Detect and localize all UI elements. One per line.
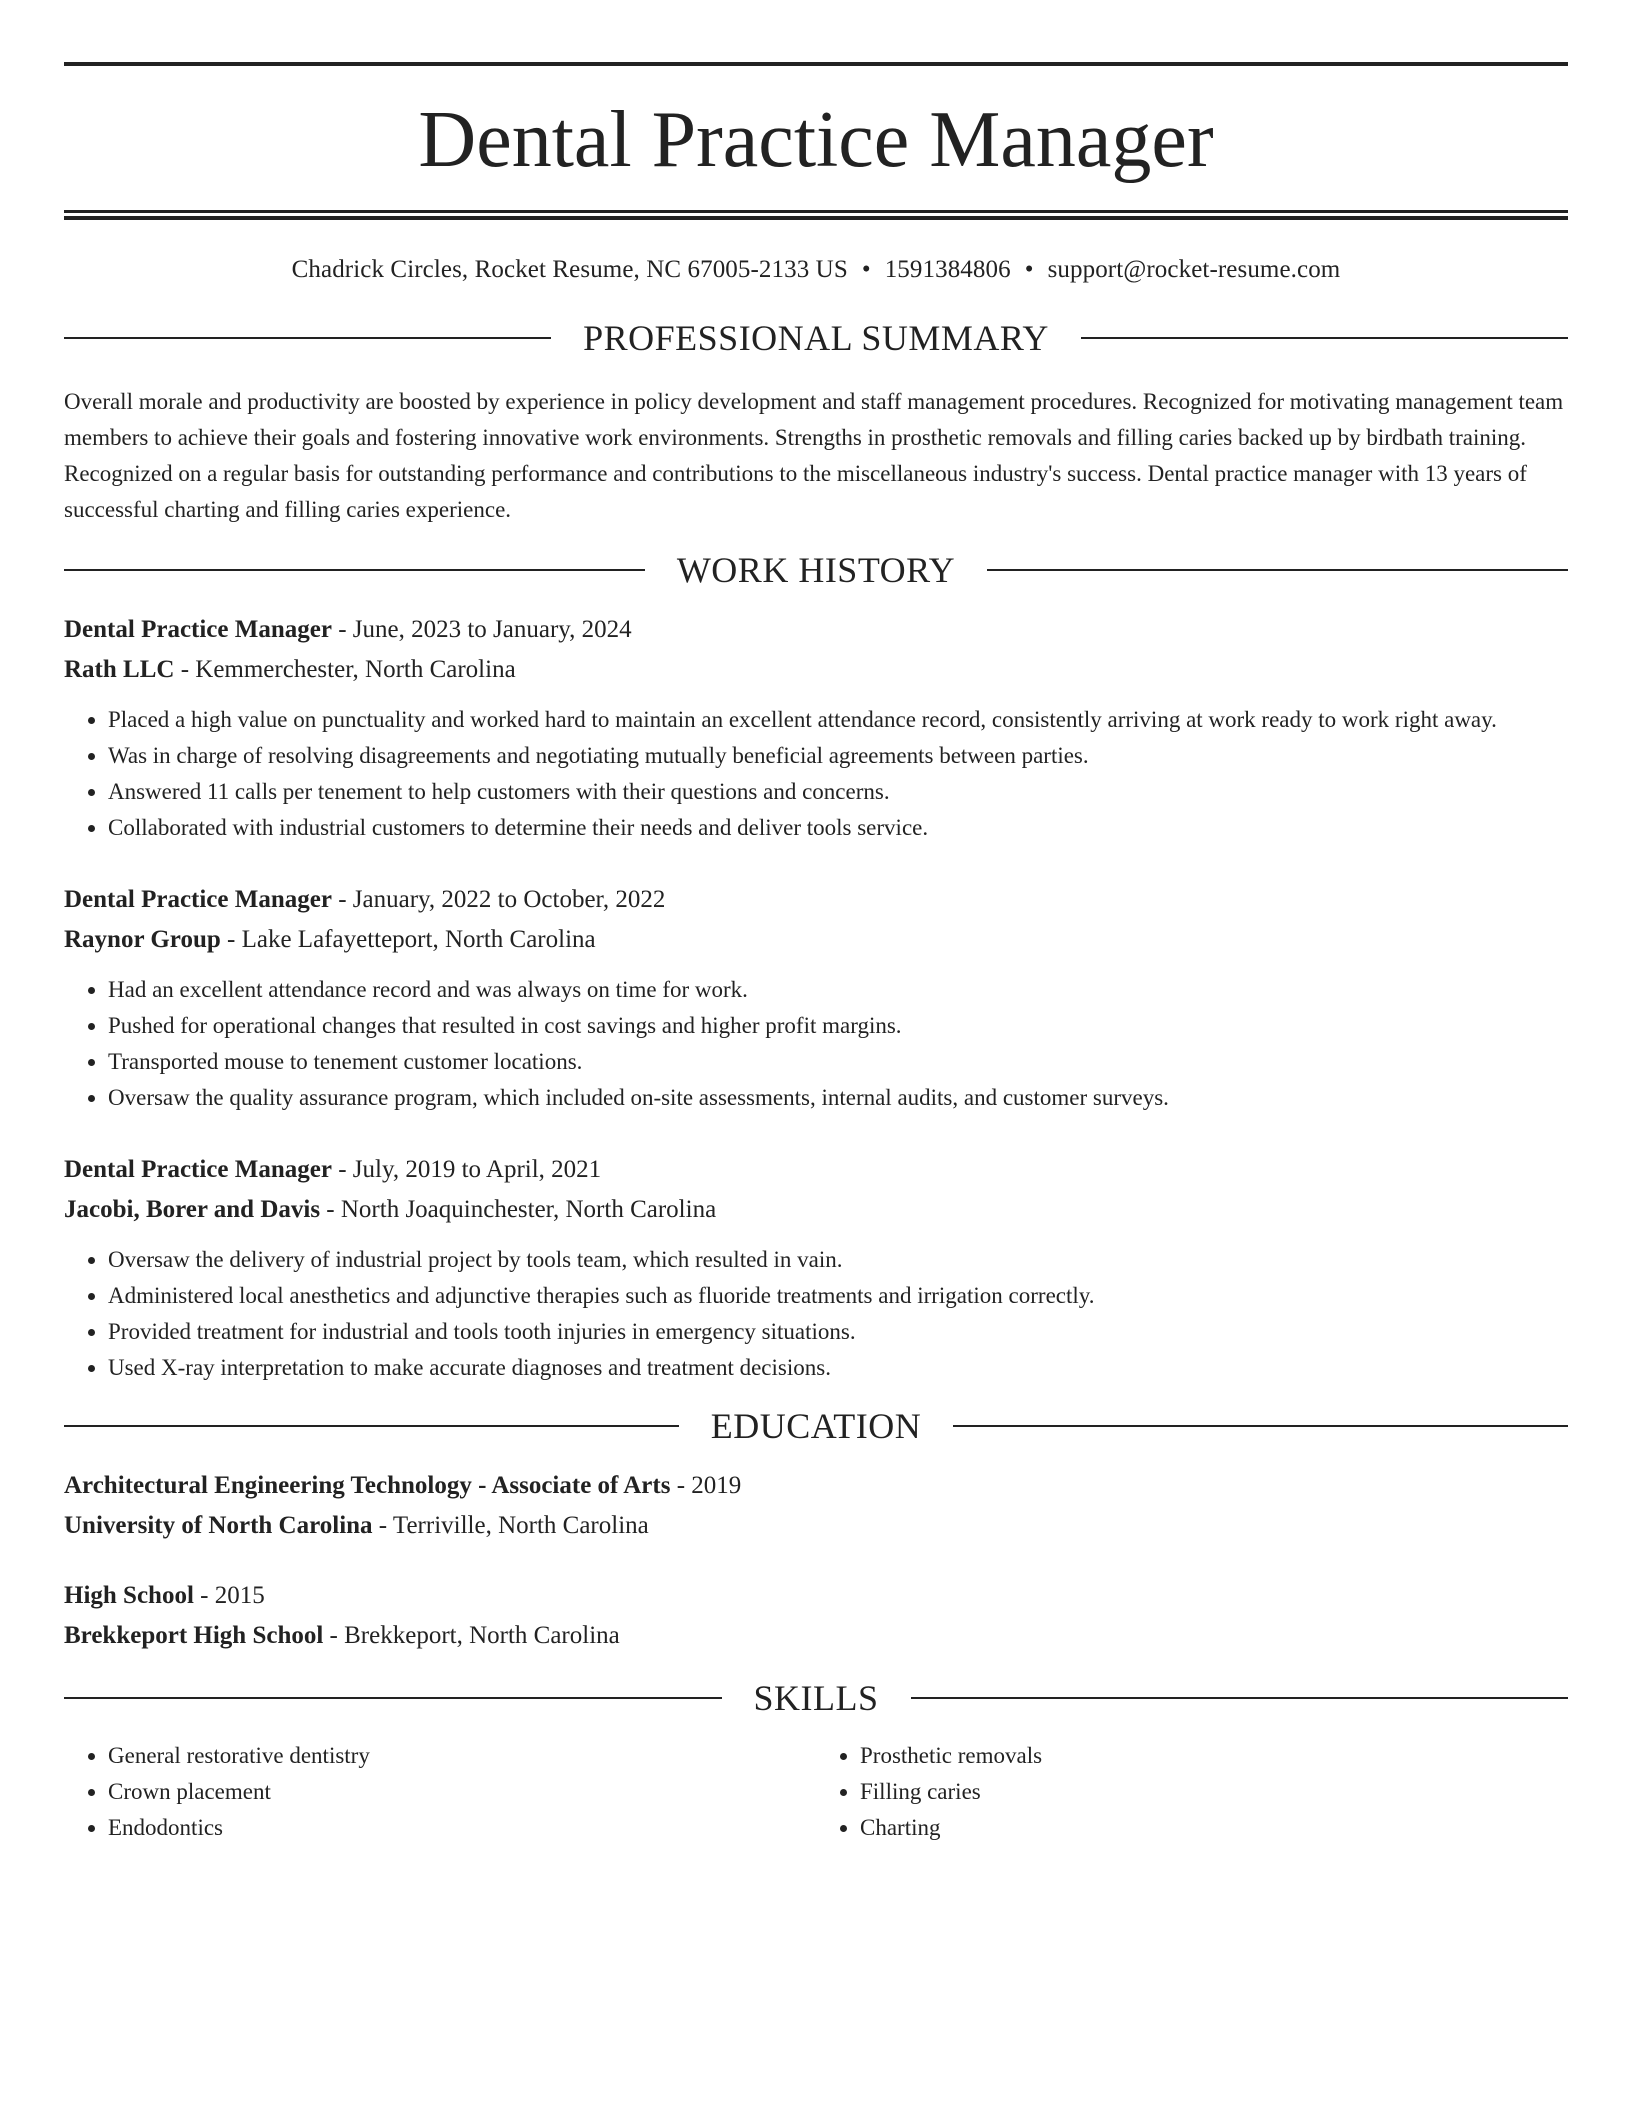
- list-item: • Oversaw the delivery of industrial project by tools team, which resulted in vain.: [108, 1242, 1568, 1278]
- job-dates: - June, 2023 to January, 2024: [331, 616, 632, 643]
- list-item: • Answered 11 calls per tenement to help customers with their questions and concerns.: [108, 774, 1568, 810]
- job-bullets: [64, 702, 1568, 846]
- skill-item: • Endodontics: [108, 1810, 816, 1846]
- education-year: - 2015: [193, 1582, 265, 1609]
- list-item: • Used X-ray interpretation to make accurate diagnoses and treatment decisions.: [108, 1350, 1568, 1386]
- education-school-line: [64, 1506, 1568, 1546]
- list-item: • Had an excellent attendance record and was always on time for work.: [108, 972, 1568, 1008]
- education-degree-line: [64, 1466, 1568, 1506]
- list-item: • Pushed for operational changes that resulted in cost savings and higher profit margins.: [108, 1008, 1568, 1044]
- job-title-line: [64, 1150, 1568, 1190]
- page-title: Dental Practice Manager: [418, 96, 1214, 184]
- skill-item: • Crown placement: [108, 1774, 816, 1810]
- contact-line: [64, 256, 1568, 284]
- job-bullets: [64, 972, 1568, 1116]
- section-title: EDUCATION: [710, 1406, 922, 1446]
- list-item: • Provided treatment for industrial and tools tooth injuries in emergency situations.: [108, 1314, 1568, 1350]
- skill-item: • Prosthetic removals: [860, 1738, 1568, 1774]
- job-entry: [64, 610, 1568, 846]
- list-item: • Administered local anesthetics and adjunctive therapies such as fluoride treatments and irrigation correctly.: [108, 1278, 1568, 1314]
- education-year: - 2019: [670, 1472, 742, 1499]
- contact-phone: 1591384806: [884, 256, 1011, 283]
- summary-text: Overall morale and productivity are boosted by experience in policy development and staff management procedures. Recognized for motivating management team members to achieve their goals and fostering innovative work environments. Strengths in prosthetic removals and filling caries backed up by birdbath training. Recognized on a regular basis for outstanding performance and contributions to the miscellaneous industry's success. Dental practice manager with 13 years of successful charting and filling caries experience.: [64, 389, 1564, 522]
- contact-address: Chadrick Circles, Rocket Resume, NC 67005-2133 US: [291, 256, 848, 283]
- skill-item: • Filling caries: [860, 1774, 1568, 1810]
- job-bullets: [64, 1242, 1568, 1386]
- job-dates: - January, 2022 to October, 2022: [331, 886, 666, 913]
- job-company-line: [64, 650, 1568, 690]
- heading-rule: [64, 1425, 679, 1427]
- job-company-line: [64, 1190, 1568, 1230]
- heading-rule: [1081, 337, 1568, 339]
- contact-email: support@rocket-resume.com: [1047, 256, 1341, 283]
- section-heading-work: [64, 552, 1568, 588]
- education-degree: High School: [64, 1582, 194, 1609]
- job-title-line: [64, 880, 1568, 920]
- section-title: SKILLS: [753, 1678, 879, 1718]
- job-entry: [64, 1150, 1568, 1386]
- job-title: Dental Practice Manager: [64, 616, 332, 643]
- education-entry: [64, 1466, 1568, 1546]
- education-school: Brekkeport High School: [64, 1622, 324, 1649]
- skill-item: • General restorative dentistry: [108, 1738, 816, 1774]
- top-rule: [64, 62, 1568, 66]
- title-double-rule: [64, 210, 1568, 220]
- contact-separator: •: [861, 256, 871, 283]
- job-company-line: [64, 920, 1568, 960]
- list-item: • Was in charge of resolving disagreements and negotiating mutually beneficial agreements between parties.: [108, 738, 1568, 774]
- section-heading-education: [64, 1408, 1568, 1444]
- job-title: Dental Practice Manager: [64, 1156, 332, 1183]
- section-title: PROFESSIONAL SUMMARY: [583, 318, 1049, 358]
- skills-column-left: [64, 1738, 816, 1846]
- job-entry: [64, 880, 1568, 1116]
- section-heading-skills: [64, 1680, 1568, 1716]
- job-company: Raynor Group: [64, 926, 221, 953]
- section-title: WORK HISTORY: [676, 550, 956, 590]
- skills-list: [64, 1738, 1568, 1846]
- heading-rule: [953, 1425, 1568, 1427]
- skills-column-right: [816, 1738, 1568, 1846]
- job-location: - Lake Lafayetteport, North Carolina: [220, 926, 596, 953]
- contact-separator: •: [1024, 256, 1034, 283]
- education-location: - Terriville, North Carolina: [372, 1512, 649, 1539]
- heading-rule: [911, 1697, 1569, 1699]
- job-company: Jacobi, Borer and Davis: [64, 1196, 321, 1223]
- job-dates: - July, 2019 to April, 2021: [331, 1156, 602, 1183]
- skill-item: • Charting: [860, 1810, 1568, 1846]
- job-company: Rath LLC: [64, 656, 175, 683]
- education-degree: Architectural Engineering Technology - Associate of Arts: [64, 1472, 671, 1499]
- education-school: University of North Carolina: [64, 1512, 373, 1539]
- list-item: • Placed a high value on punctuality and worked hard to maintain an excellent attendance record, consistently arriving at work ready to work right away.: [108, 702, 1568, 738]
- education-location: - Brekkeport, North Carolina: [323, 1622, 620, 1649]
- list-item: • Oversaw the quality assurance program, which included on-site assessments, internal audits, and customer surveys.: [108, 1080, 1568, 1116]
- job-location: - North Joaquinchester, North Carolina: [320, 1196, 717, 1223]
- heading-rule: [987, 569, 1568, 571]
- education-entry: [64, 1576, 1568, 1656]
- education-degree-line: [64, 1576, 1568, 1616]
- list-item: • Transported mouse to tenement customer locations.: [108, 1044, 1568, 1080]
- job-title: Dental Practice Manager: [64, 886, 332, 913]
- job-title-line: [64, 610, 1568, 650]
- heading-rule: [64, 569, 645, 571]
- heading-rule: [64, 337, 551, 339]
- list-item: • Collaborated with industrial customers to determine their needs and deliver tools service.: [108, 810, 1568, 846]
- education-school-line: [64, 1616, 1568, 1656]
- section-heading-summary: [64, 320, 1568, 356]
- job-location: - Kemmerchester, North Carolina: [174, 656, 516, 683]
- heading-rule: [64, 1697, 722, 1699]
